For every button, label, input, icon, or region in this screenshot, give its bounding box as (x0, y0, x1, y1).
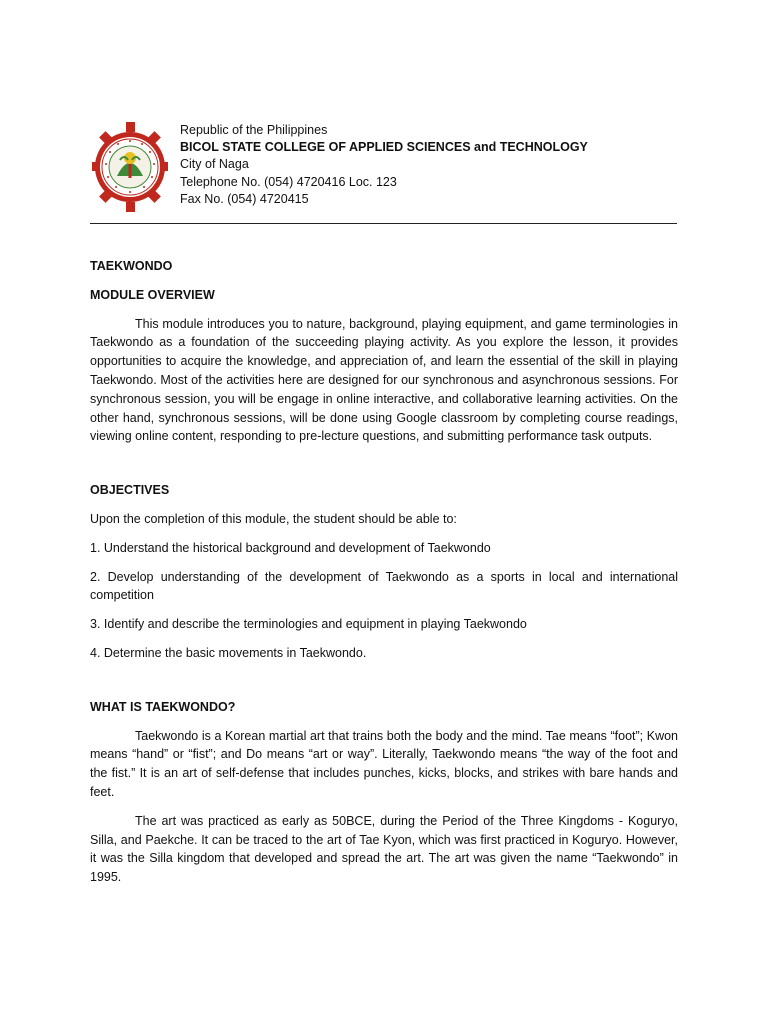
what-is-heading: WHAT IS TAEKWONDO? (90, 699, 236, 714)
city-line: City of Naga (180, 157, 249, 172)
what-is-paragraph: Taekwondo is a Korean martial art that trains both the body and the mind. Tae means “foot”; Kwon means “hand” or “fist”; and Do means “art or way”. Literally, Taekwondo means “the way of the foot and the fist.” It is an art of self-defense that includes punches, kicks, blocks, and strikes with bare hands and feet. (90, 728, 678, 799)
college-name: BICOL STATE COLLEGE OF APPLIED SCIENCES and TECHNOLOGY (180, 140, 588, 155)
objectives-heading: OBJECTIVES (90, 483, 170, 498)
fax-line: Fax No. (054) 4720415 (180, 191, 309, 206)
objective-item: 2. Develop understanding of the development of Taekwondo as a sports in local and international competition (90, 569, 678, 603)
objective-item: 1. Understand the historical background and development of Taekwondo (90, 540, 491, 555)
republic-line: Republic of the Philippines (180, 123, 328, 137)
history-paragraph: The art was practiced as early as 50BCE, during the Period of the Three Kingdoms - Koguryo, Silla, and Paekche. It can be traced to the art of Tae Kyon, which was first practiced in Koguryo. However, it was the Silla kingdom that developed and spread the art. The art was given the name “Taekwondo” in 1995. (90, 813, 678, 885)
document-body (90, 257, 678, 887)
objectives-intro: Upon the completion of this module, the student should be able to: (90, 511, 457, 526)
overview-heading: MODULE OVERVIEW (90, 287, 215, 302)
objective-item: 3. Identify and describe the terminologies and equipment in playing Taekwondo (90, 617, 527, 632)
college-seal-icon (90, 120, 170, 214)
document-title: TAEKWONDO (90, 259, 173, 273)
objective-item: 4. Determine the basic movements in Taekwondo. (90, 645, 367, 660)
letterhead (180, 122, 588, 208)
telephone-line: Telephone No. (054) 4720416 Loc. 123 (180, 174, 397, 189)
header-divider (90, 223, 677, 224)
overview-paragraph: This module introduces you to nature, background, playing equipment, and game terminologies in Taekwondo as a foundation of the succeeding playing activity. As you explore the lesson, it provides opportunities to acquire the knowledge, and appreciation of, and learn the essential of the skill in playing Taekwondo. Most of the activities here are designed for our synchronous and asynchronous sessions. For synchronous session, you will be engage in online interactive, and collaborative learning activities. On the other hand, synchronous sessions, will be done using Google classroom by completing course readings, viewing online content, responding to pre-lecture questions, and submitting performance task outputs. (90, 316, 678, 444)
